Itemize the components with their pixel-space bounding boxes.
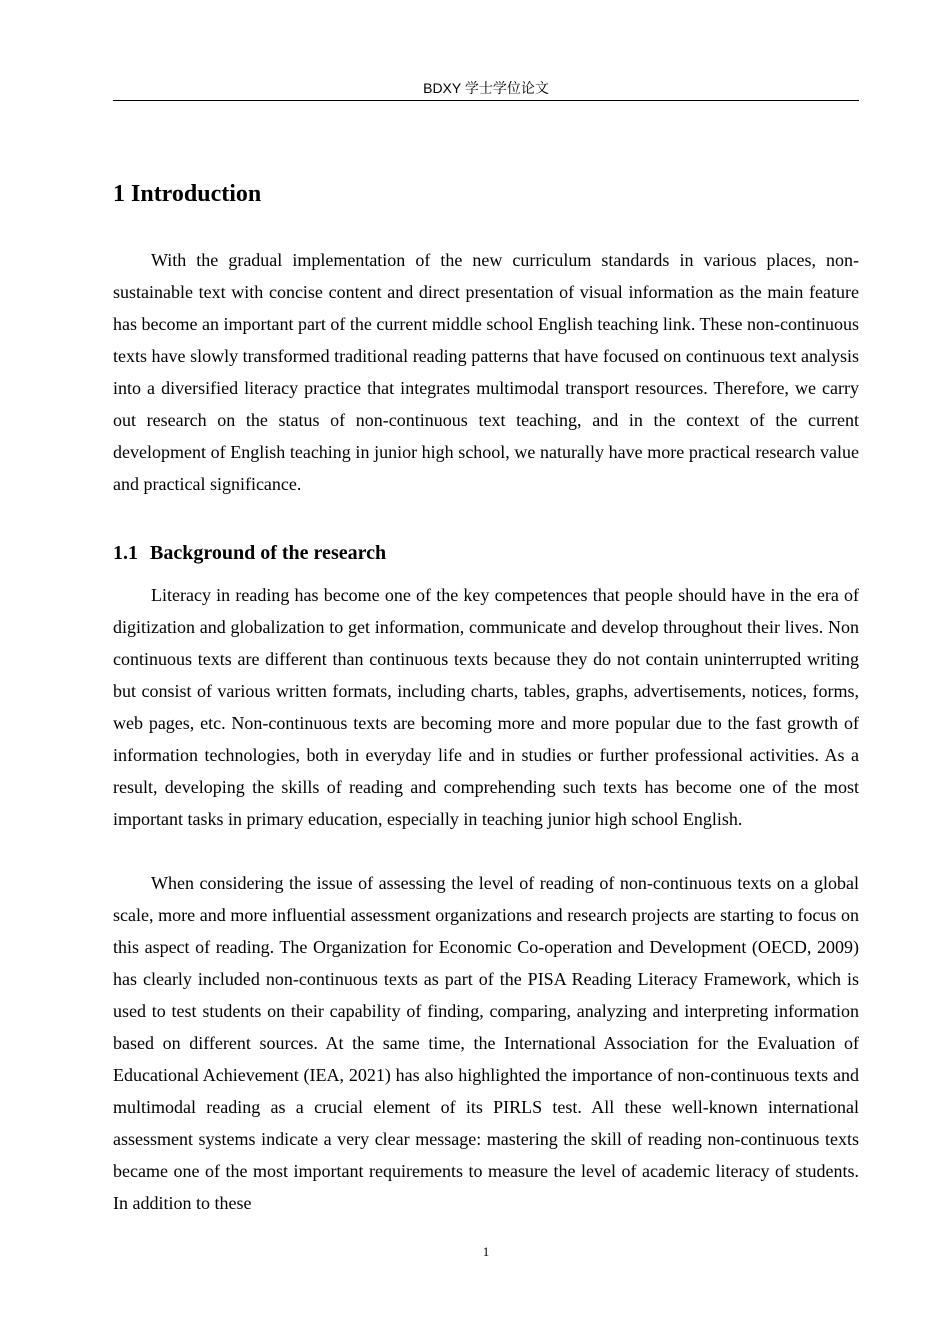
section-title <box>113 538 386 568</box>
page-number: 1 <box>482 1244 490 1259</box>
background-paragraph-1: Literacy in reading has become one of the key competences that people should have in the era of digitization and globalization to get information, communicate and develop throughout their lives. Non continuous texts are different than continuous texts because they do not contain uninterrupted writing but consist of various written formats, including charts, tables, graphs, advertisements, notices, forms, web pages, etc. Non-continuous texts are becoming more and more popular due to the fast growth of information technologies, both in everyday life and in studies or further professional activities. As a result, developing the skills of reading and comprehending such texts has become one of the most important tasks in primary education, especially in teaching junior high school English. <box>113 585 859 829</box>
intro-paragraph: With the gradual implementation of the new curriculum standards in various places, non-sustainable text with concise content and direct presentation of visual information as the main feature has become an important part of the current middle school English teaching link. These non-continuous texts have slowly transformed traditional reading patterns that have focused on continuous text analysis into a diversified literacy practice that integrates multimodal transport resources. Therefore, we carry out research on the status of non-continuous text teaching, and in the context of the current development of English teaching in junior high school, we naturally have more practical research value and practical significance. <box>113 250 859 494</box>
section-number: 1.1 <box>113 542 138 564</box>
header-rule <box>113 100 859 101</box>
section-heading-text: Background of the research <box>150 542 387 564</box>
running-header: BDXY 学士学位论文 <box>423 80 549 96</box>
document-page <box>113 0 859 1344</box>
background-paragraph-2: When considering the issue of assessing the level of reading of non-continuous texts on a global scale, more and more influential assessment organizations and research projects are starting to focus on this aspect of reading. The Organization for Economic Co-operation and Development (OECD, 2009) has clearly included non-continuous texts as part of the PISA Reading Literacy Framework, which is used to test students on their capability of finding, comparing, analyzing and interpreting information based on different sources. At the same time, the International Association for the Evaluation of Educational Achievement (IEA, 2021) has also highlighted the importance of non-continuous texts and multimodal reading as a crucial element of its PIRLS test. All these well-known international assessment systems indicate a very clear message: mastering the skill of reading non-continuous texts became one of the most important requirements to measure the level of academic literacy of students. In addition to these <box>113 873 859 1213</box>
chapter-title: 1 Introduction <box>113 181 262 207</box>
